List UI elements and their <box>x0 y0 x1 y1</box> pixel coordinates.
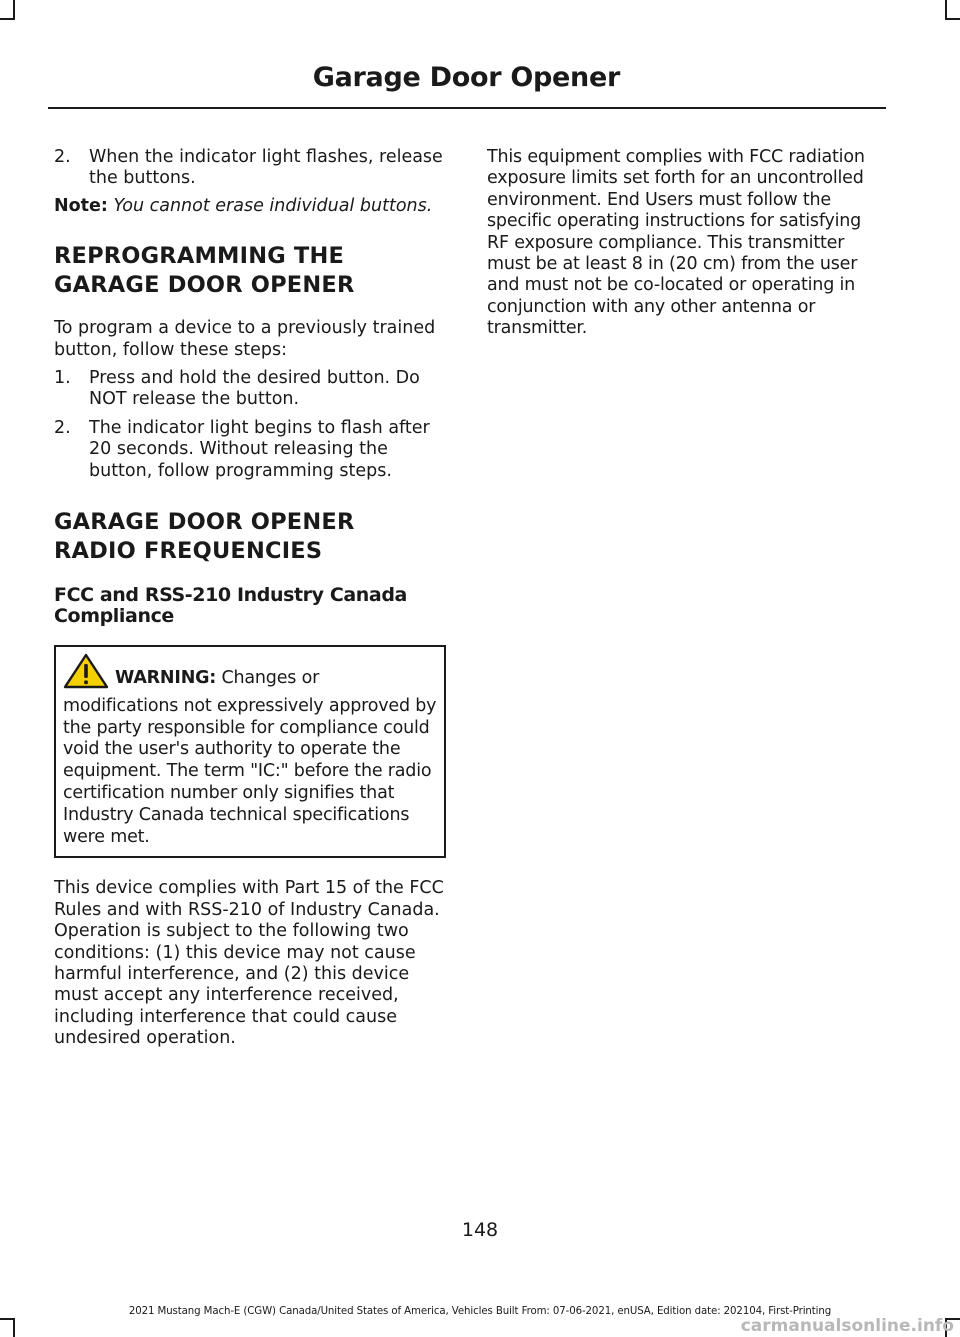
left-column <box>54 147 446 1050</box>
list-text: Press and hold the desired button. Do NOT release the button. <box>89 368 420 410</box>
warning-triangle-icon <box>63 653 109 696</box>
crop-mark <box>0 1318 15 1320</box>
header-divider <box>48 107 886 109</box>
page-title: Garage Door Opener <box>312 62 620 93</box>
section-heading: REPROGRAMMING THE <box>54 243 345 270</box>
section-heading: GARAGE DOOR OPENER <box>54 509 355 536</box>
list-number: 2. <box>54 147 71 167</box>
note-text: You cannot erase individual buttons. <box>113 195 433 216</box>
list-number: 1. <box>54 368 71 389</box>
note-label: Note: <box>54 195 108 216</box>
page-number: 148 <box>461 1219 499 1241</box>
crop-mark <box>945 18 960 20</box>
list-text: The indicator light begins to flash after 20 seconds. Without releasing the button, follow programming steps. <box>89 417 430 481</box>
reprogram-heading <box>54 242 446 300</box>
crop-mark <box>0 18 15 20</box>
compliance-text: This device complies with Part 15 of the FCC Rules and with RSS-210 of Industry Canada. Operation is subject to the following two conditions: (1) this device may not cause harmful interference, and (2) this device must accept any interference received, including interference that could cause undesired operation. <box>54 878 444 1049</box>
footer-text: 2021 Mustang Mach-E (CGW) Canada/United States of America, Vehicles Built From: 07-06-2021, enUSA, Edition date: 202104, First-Printing <box>128 1306 832 1317</box>
crop-mark <box>945 0 947 18</box>
watermark: carmanualsonline.info <box>740 1316 954 1336</box>
list-item <box>54 418 446 482</box>
right-column <box>487 147 879 340</box>
subsection-heading: FCC and RSS-210 Industry Canada Compliance <box>54 584 407 628</box>
section-heading: GARAGE DOOR OPENER <box>54 272 355 299</box>
crop-mark <box>13 1318 15 1337</box>
reprogram-steps <box>54 368 446 482</box>
note <box>54 196 446 217</box>
radio-heading <box>54 508 446 566</box>
warning-text: Changes or modifications not expressively approved by the party responsible for compliance could void the user's authority to operate the equipment. The term "IC:" before the radio certification number only signifies that Industry Canada technical specifications were met. <box>63 668 437 847</box>
list-number: 2. <box>54 417 71 438</box>
warning-label: WARNING: <box>115 668 217 689</box>
list-item <box>54 147 446 190</box>
list-text: When the indicator light flashes, release the buttons. <box>89 147 443 189</box>
section-heading: RADIO FREQUENCIES <box>54 538 323 565</box>
crop-mark <box>13 0 15 18</box>
reprogram-intro: To program a device to a previously trained button, follow these steps: <box>54 318 436 360</box>
warning-box <box>54 645 446 858</box>
exposure-text: This equipment complies with FCC radiation exposure limits set forth for an uncontrolled environment. End Users must follow the specific operating instructions for satisfying RF exposure compliance. This transmitter must be at least 8 in (20 cm) from the user and must not be co-located or operating in conjunction with any other antenna or transmitter. <box>487 147 865 339</box>
list-item <box>54 368 446 411</box>
